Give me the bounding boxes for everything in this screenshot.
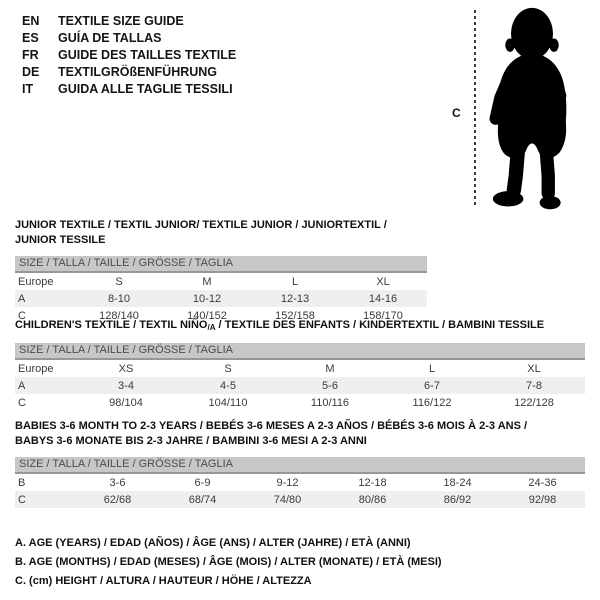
size-cell: 5-6 [322,379,338,392]
size-cell: S [115,275,123,288]
junior-size-table [15,273,427,324]
language-list [22,13,236,98]
size-cell: 24-36 [528,476,557,489]
legend-footnotes [15,534,442,591]
footnote-age-months: B. AGE (MONTHS) / EDAD (MESES) / ÂGE (MOIS) / ALTER (MONATE) / ETÀ (MESI) [15,556,442,568]
size-cell: 68/74 [188,493,217,506]
language-code: IT [22,82,34,96]
size-cell: 12-18 [358,476,387,489]
language-code: ES [22,31,39,45]
size-cell: 6-9 [194,476,211,489]
size-cell: 6-7 [424,379,440,392]
size-cell: 80/86 [358,493,387,506]
table-row-b [15,474,585,491]
table-row-a [15,290,427,307]
size-cell: 3-4 [118,379,134,392]
size-header-bar: SIZE / TALLA / TAILLE / GRÖSSE / TAGLIA [15,457,585,474]
table-row-europe [15,360,585,377]
section-title-line1: BABIES 3-6 MONTH TO 2-3 YEARS / BEBÉS 3-6 MESES A 2-3 AÑOS / BÉBÉS 3-6 MOIS À 2-3 ANS / [15,420,528,432]
dashed-measure-line [474,10,476,208]
size-cell: XS [118,362,134,375]
row-label: B [18,476,26,489]
size-cell: 104/110 [208,396,248,409]
section-children [15,318,585,411]
row-label: Europe [18,275,54,288]
row-label: C [18,493,26,506]
language-label: GUIDA ALLE TAGLIE TESSILI [58,82,233,96]
children-size-table [15,360,585,411]
footnote-age-years: A. AGE (YEARS) / EDAD (AÑOS) / ÂGE (ANS) / ALTER (JAHRE) / ETÀ (ANNI) [15,537,411,549]
footnote-height: C. (cm) HEIGHT / ALTURA / HAUTEUR / HÖHE / ALTEZZA [15,575,312,587]
size-cell: 18-24 [443,476,472,489]
language-code: FR [22,48,39,62]
section-junior [15,218,427,324]
size-cell: 62/68 [103,493,132,506]
size-header-bar: SIZE / TALLA / TAILLE / GRÖSSE / TAGLIA [15,256,427,273]
size-cell: 158/170 [363,309,403,322]
size-cell: 140/152 [187,309,227,322]
size-cell: 9-12 [276,476,299,489]
language-label: TEXTILE SIZE GUIDE [58,14,184,28]
language-row-fr [22,47,236,64]
size-cell: 12-13 [280,292,310,305]
size-cell: L [291,275,299,288]
size-cell: M [202,275,212,288]
size-cell: 8-10 [107,292,131,305]
size-cell: 92/98 [528,493,557,506]
size-cell: 152/158 [275,309,315,322]
language-row-en [22,13,236,30]
section-title [15,318,585,335]
language-code: EN [22,14,40,28]
row-label: A [18,292,26,305]
size-cell: 98/104 [109,396,143,409]
language-row-de [22,64,236,81]
size-cell: 14-16 [368,292,398,305]
size-cell: 10-12 [192,292,222,305]
size-cell: 116/122 [412,396,452,409]
size-cell: 4-5 [220,379,236,392]
section-title: JUNIOR TEXTILE / TEXTIL JUNIOR/ TEXTILE JUNIOR / JUNIORTEXTIL / JUNIOR TESSILE [15,219,387,246]
row-label: C [18,396,26,409]
size-cell: XL [527,362,541,375]
section-title-line2: BABYS 3-6 MONATE BIS 2-3 JAHRE / BAMBINI 3-6 MESI A 2-3 ANNI [15,435,367,447]
section-title-subscript: /A [207,323,216,332]
height-measure-figure [438,4,593,216]
language-row-it [22,81,236,98]
toddler-silhouette-icon [484,6,580,216]
row-label: Europe [18,362,54,375]
size-cell: M [325,362,335,375]
size-cell: 122/128 [514,396,554,409]
size-cell: 86/92 [443,493,472,506]
size-cell: 7-8 [526,379,542,392]
table-row-c [15,491,585,508]
section-title-text: / TEXTILE DES ENFANTS / KINDERTEXTIL / BAMBINI TESSILE [215,319,545,331]
row-label: C [18,309,26,322]
size-cell: 110/116 [310,396,350,409]
language-label: TEXTILGRÖßENFÜHRUNG [58,65,218,79]
table-row-a [15,377,585,394]
language-row-es [22,30,236,47]
row-label: A [18,379,26,392]
height-measure-label: C [452,106,461,120]
size-cell: 128/140 [99,309,139,322]
babies-size-table [15,474,585,508]
section-title-text: CHILDREN'S TEXTILE / TEXTIL NIÑO [15,319,208,331]
size-cell: S [224,362,232,375]
language-label: GUIDE DES TAILLES TEXTILE [58,48,237,62]
table-row-europe [15,273,427,290]
size-cell: 74/80 [273,493,302,506]
size-cell: L [428,362,436,375]
size-header-bar: SIZE / TALLA / TAILLE / GRÖSSE / TAGLIA [15,343,585,360]
section-babies [15,419,585,508]
language-label: GUÍA DE TALLAS [58,31,162,45]
table-row-c [15,394,585,411]
size-cell: XL [376,275,390,288]
size-cell: 3-6 [109,476,126,489]
language-code: DE [22,65,40,79]
